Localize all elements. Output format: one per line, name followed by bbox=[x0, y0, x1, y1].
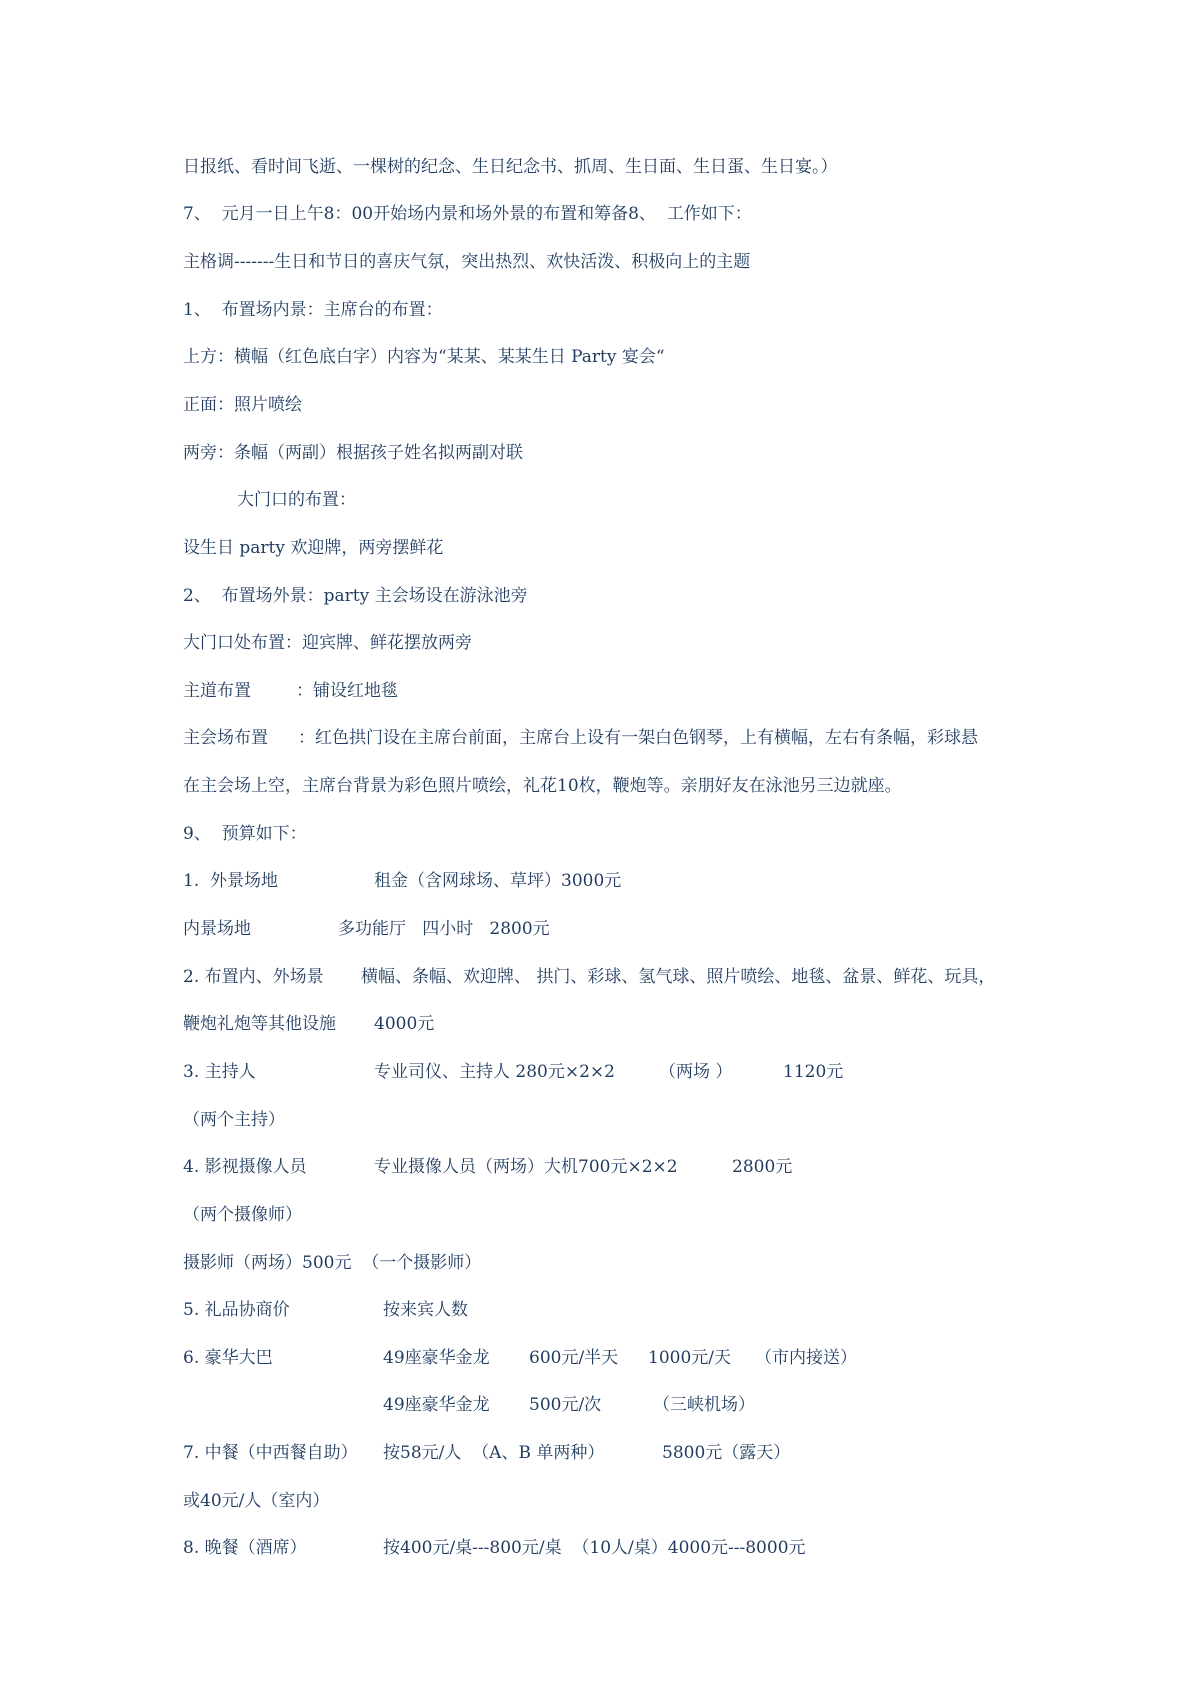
budget-row: 7. 中餐（中西餐自助） 按58元/人 （A、B 单两种） 5800元（露天） bbox=[183, 1443, 791, 1463]
document-page: 日报纸、看时间飞逝、一棵树的纪念、生日纪念书、抓周、生日面、生日蛋、生日宴。） 7、 元月一日上午8：00开始场内景和场外景的布置和筹备8、 工作如下： 主格调-------生日和节日的喜庆气氛，突出热烈、欢快活泼、积极向上的主题 1、 布置场内景：主席台的布置： 上方：横幅（红色底白字）内容为“某某、某某生日 Party 宴会“ 正面：照片喷绘 两旁：条幅（两副）根据孩子姓名拟两副对联 大门口的布置： 设生日 party 欢迎牌，两旁摆鲜花 2、 布置场外景：party 主会场设在游泳池旁 大门口处布置：迎宾牌、鲜花摆放两旁 主道布置 ：铺设红地毯 主会场布置 ：红色拱门设在主席台前面，主席台上设有一架白色钢琴，上有横幅，左右有条幅，彩球悬 在主会场上空，主席台背景为彩色照片喷绘，礼花10枚，鞭炮等。亲朋好友在泳池另三边就座。 9、 预算如下： 1. 外景场地 租金（含网球场、草坪）3000元 内景场地 多功能厅 四小时 2800元 2. 布置内、外场景 横幅、条幅、欢迎牌、 拱门、彩球、氢气球、照片喷绘、地毯、盆景、鲜花、玩具， 鞭炮礼炮等其他设施 4000元 3. 主持人 专业司仪、主持人 280元×2×2 （两场 ） 1120元 （两个主持） 4. 影视摄像人员 专业摄像人员（两场）大机700元×2×2 2800元 （两个摄像师） 摄影师（两场）500元 （一个摄影师） 5. 礼品协商价 按来宾人数 6. 豪华大巴 49座豪华金龙 600元/半天 1000元/天 （市内接送） 49座豪华金龙 500元/次 （三峡机场） 7. 中餐（中西餐自助） 按58元/人 （A、B 单两种） 5800元（露天） 或40元/人（室内） 8. 晚餐（酒席） 按400元/桌---800元/桌 （10人/桌）4000元---8000元 bbox=[0, 0, 1200, 1698]
budget-row: 2. 布置内、外场景 横幅、条幅、欢迎牌、 拱门、彩球、氢气球、照片喷绘、地毯、盆景、鲜花、玩具， bbox=[183, 967, 996, 987]
budget-row: 鞭炮礼炮等其他设施 4000元 bbox=[183, 1014, 435, 1034]
budget-row: 内景场地 多功能厅 四小时 2800元 bbox=[183, 919, 550, 939]
budget-row: 3. 主持人 专业司仪、主持人 280元×2×2 （两场 ） 1120元 bbox=[183, 1062, 844, 1082]
text-line: 主会场布置 ：红色拱门设在主席台前面，主席台上设有一架白色钢琴，上有横幅，左右有条幅，彩球悬 bbox=[183, 728, 978, 748]
budget-row: 49座豪华金龙 500元/次 （三峡机场） bbox=[383, 1395, 755, 1415]
budget-row: 1. 外景场地 租金（含网球场、草坪）3000元 bbox=[183, 871, 622, 891]
budget-row: 4. 影视摄像人员 专业摄像人员（两场）大机700元×2×2 2800元 bbox=[183, 1157, 793, 1177]
budget-row: 6. 豪华大巴 49座豪华金龙 600元/半天 1000元/天 （市内接送） bbox=[183, 1348, 857, 1368]
budget-row: 5. 礼品协商价 按来宾人数 bbox=[183, 1300, 468, 1320]
budget-row: 8. 晚餐（酒席） 按400元/桌---800元/桌 （10人/桌）4000元---8000元 bbox=[183, 1538, 806, 1558]
text-line: 主道布置 ：铺设红地毯 bbox=[183, 681, 398, 701]
